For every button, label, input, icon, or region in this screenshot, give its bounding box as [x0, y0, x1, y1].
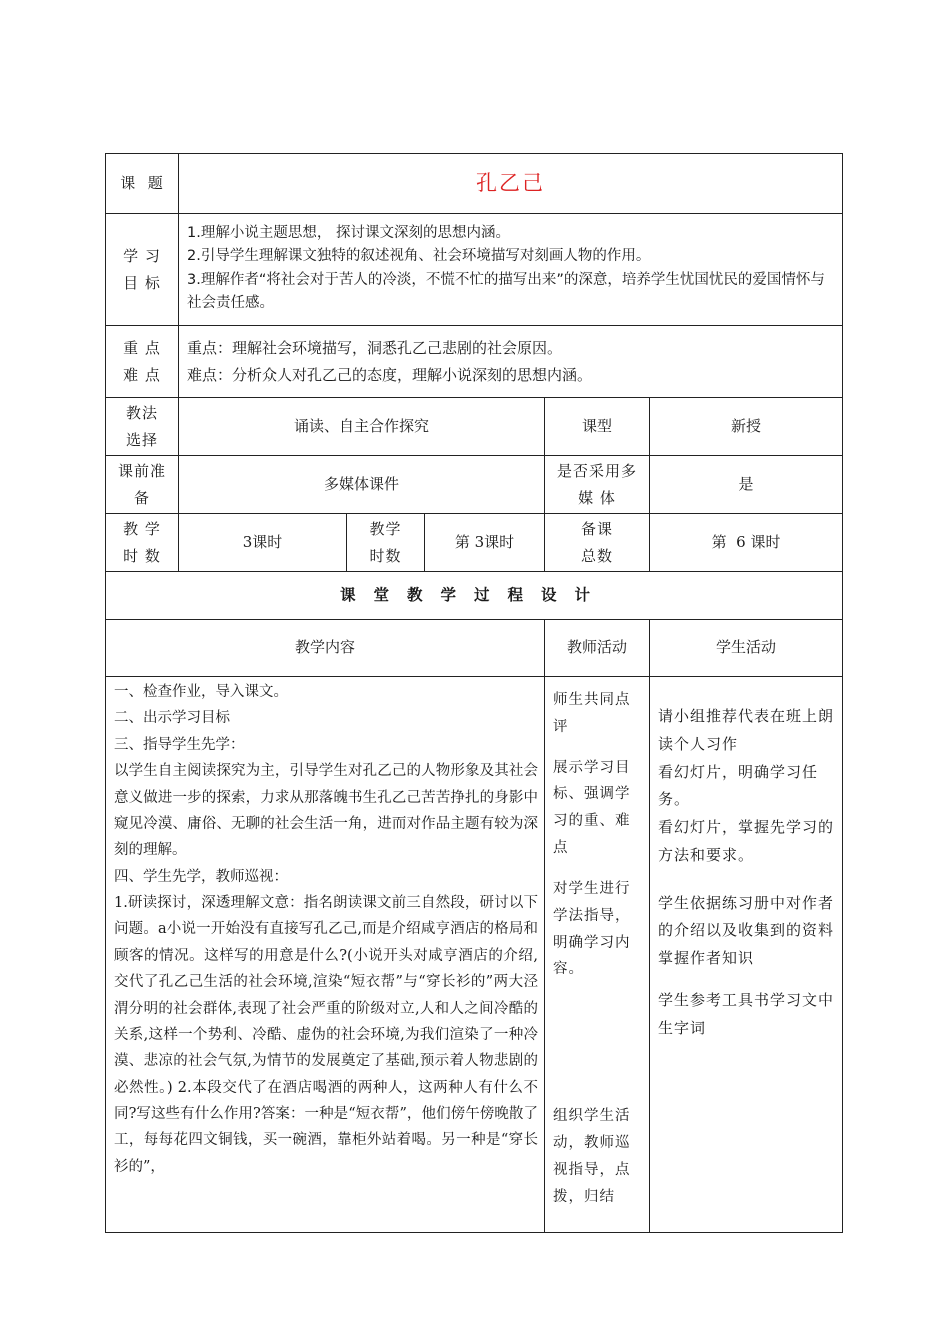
type-value: 新授 — [650, 398, 843, 456]
topic-label: 课 题 — [106, 154, 179, 214]
lesson-title: 孔乙己 — [179, 154, 843, 214]
goals-cell — [179, 214, 843, 326]
goal-item: 3.理解作者“将社会对于苦人的冷淡，不慌不忙的描写出来”的深意，培养学生忧国忧民的爱国情怀与社会责任感。 — [187, 271, 825, 311]
total-label: 备课 总数 — [545, 514, 650, 572]
row-keys — [106, 326, 843, 398]
row-process-body — [106, 677, 843, 1233]
row-goals — [106, 214, 843, 326]
content-line: 1.研读探讨，深透理解文意：指名朗读课文前三自然段，研讨以下问题。a小说一开始没有直接写孔乙己,而是介绍咸亨酒店的格局和顾客的情况。这样写的用意是什么?(小说开头对咸亨酒店的介绍,交代了孔乙己生活的社会环境,渲染“短衣帮”与“穿长衫的”两大泾渭分明的社会群体,表现了社会严重的阶级对立,人和人之间冷酷的关系,这样一个势利、冷酷、虚伪的社会环境,为我们渲染了一种冷漠、悲凉的社会气氛,为情节的发展奠定了基础,预示着人物悲剧的必然性。) 2.本段交代了在酒店喝酒的两种人，这两种人有什么不同?写这些有什么作用?答案：一种是“短衣帮”，他们傍午傍晚散了工，每每花四文铜钱，买一碗酒，靠柜外站着喝。另一种是“穿长衫的”， — [114, 895, 538, 1175]
keys-cell — [179, 326, 843, 398]
teaching-content — [106, 677, 545, 1233]
process-band-title: 课堂教学过程设计 — [106, 572, 843, 620]
hours-label: 教 学 时 数 — [106, 514, 179, 572]
student-item: 看幻灯片，掌握先学习的方法和要求。 — [658, 818, 835, 864]
keys-label: 重 点 难 点 — [106, 326, 179, 398]
teacher-item: 对学生进行学法指导，明确学习内容。 — [553, 880, 631, 978]
key-point: 重点：理解社会环境描写，洞悉孔乙己悲剧的社会原因。 — [187, 339, 563, 358]
student-item: 看幻灯片，明确学习任务。 — [658, 762, 819, 809]
content-line: 二、出示学习目标 — [114, 710, 230, 727]
goal-item: 2.引导学生理解课文独特的叙述视角、社会环境描写对刻画人物的作用。 — [187, 248, 651, 265]
lesson-plan-sheet — [105, 153, 842, 1233]
student-item: 学生依据练习册中对作者的介绍以及收集到的资料掌握作者知识 — [658, 893, 835, 967]
student-item: 学生参考工具书学习文中生字词 — [658, 990, 835, 1037]
total-value: 第 6 课时 — [650, 514, 843, 572]
row-hours — [106, 514, 843, 572]
difficult-point: 难点：分析众人对孔乙己的态度，理解小说深刻的思想内涵。 — [187, 365, 593, 384]
prep-label: 课前准 备 — [106, 456, 179, 514]
teacher-item: 组织学生活动，教师巡视指导，点拨，归结 — [553, 1108, 631, 1205]
content-line: 四、学生先学，教师巡视： — [114, 868, 288, 885]
teacher-item: 师生共同点评 — [553, 692, 631, 735]
method-value: 诵读、自主合作探究 — [179, 398, 545, 456]
hours-value: 3课时 — [179, 514, 347, 572]
header-teacher: 教师活动 — [545, 620, 650, 677]
header-content: 教学内容 — [106, 620, 545, 677]
content-line: 以学生自主阅读探究为主，引导学生对孔乙己的人物形象及其社会意义做进一步的探索，力求从那落魄书生孔乙己苦苦挣扎的身影中窥见冷漠、庸俗、无聊的社会生活一角，进而对作品主题有较为深刻的理解。 — [114, 763, 538, 859]
lesson-plan-table — [105, 153, 843, 1233]
prep-value: 多媒体课件 — [179, 456, 545, 514]
teacher-item: 展示学习目标、强调学习的重、难点 — [553, 759, 631, 857]
row-process-headers — [106, 620, 843, 677]
hour-no-value: 第 3课时 — [425, 514, 545, 572]
student-activity — [650, 677, 843, 1233]
row-method — [106, 398, 843, 456]
student-item: 请小组推荐代表在班上朗读个人习作 — [658, 707, 835, 753]
row-topic — [106, 154, 843, 214]
multimedia-value: 是 — [650, 456, 843, 514]
multimedia-label: 是否采用多 媒 体 — [545, 456, 650, 514]
row-prep — [106, 456, 843, 514]
header-student: 学生活动 — [650, 620, 843, 677]
teacher-activity — [545, 677, 650, 1233]
content-line: 三、指导学生先学： — [114, 736, 245, 753]
goals-label: 学 习 目 标 — [106, 214, 179, 326]
hour-no-label: 教学 时数 — [347, 514, 425, 572]
content-line: 一、检查作业，导入课文。 — [114, 684, 288, 700]
goal-item: 1.理解小说主题思想， 探讨课文深刻的思想内涵。 — [187, 225, 510, 242]
type-label: 课型 — [545, 398, 650, 456]
row-band — [106, 572, 843, 620]
method-label: 教法 选择 — [106, 398, 179, 456]
